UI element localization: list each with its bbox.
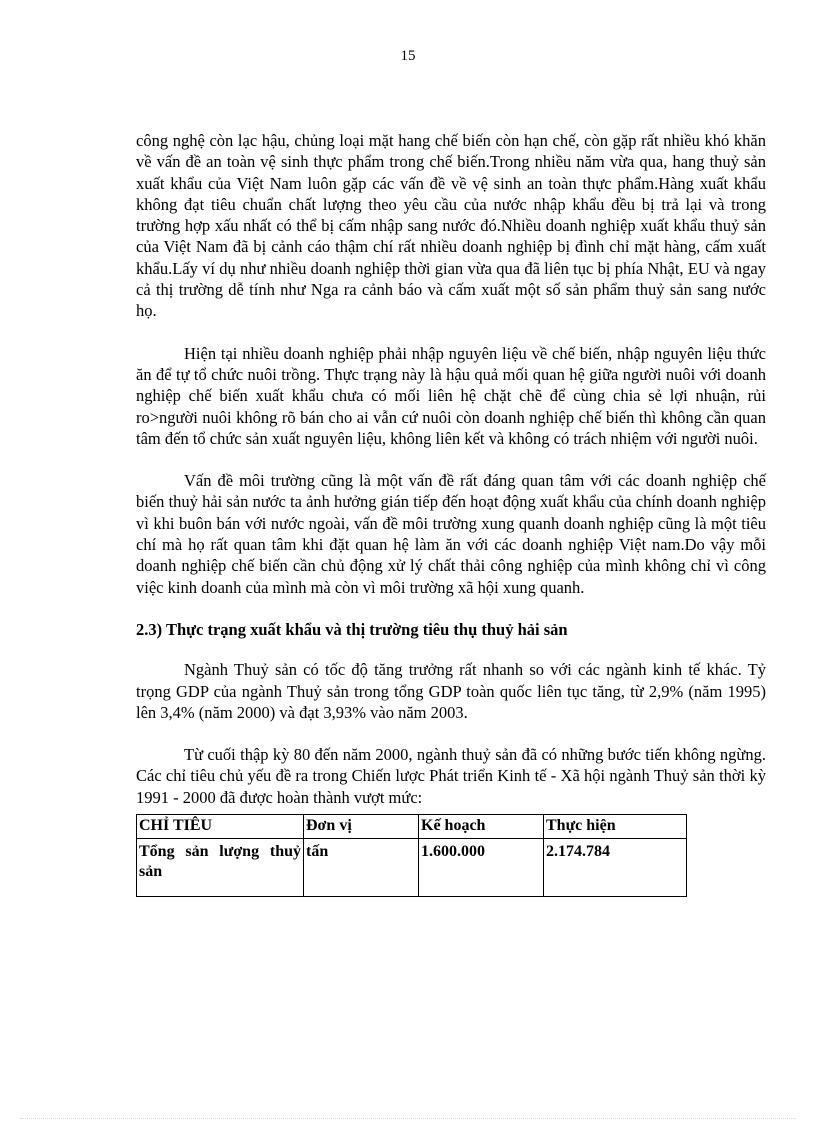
table-cell-actual: 2.174.784 bbox=[544, 839, 687, 897]
paragraph-raw-materials: Hiện tại nhiều doanh nghiệp phải nhập nguyên liệu về chế biến, nhập nguyên liệu thức ăn để tự tổ chức nuôi trồng. Thực trạng này là hậu quả mối quan hệ giữa người nuôi với doanh nghiệp chế biến xuất khẩu chưa có mối liên hệ chặt chẽ để cùng chia sẻ lợi nhuận, rủi ro>người nuôi không rõ bán cho ai vẫn cứ nuôi còn doanh nghiệp chế biến thì không cần quan tâm đến tổ chức sản xuất nguyên liệu, không liên kết và không có trách nhiệm với người nuôi. bbox=[136, 343, 766, 448]
table-header-plan: Kế hoạch bbox=[419, 815, 544, 839]
paragraph-growth: Ngành Thuỷ sản có tốc độ tăng trưởng rất nhanh so với các ngành kinh tế khác. Tỷ trọng GDP của ngành Thuỷ sản trong tổng GDP toàn quốc liên tục tăng, từ 2,9% (năm 1995) lên 3,4% (năm 2000) và đạt 3,93% vào năm 2003. bbox=[136, 660, 766, 722]
table-cell-unit: tấn bbox=[304, 839, 419, 897]
page-bottom-divider bbox=[20, 1118, 796, 1119]
targets-table bbox=[136, 814, 687, 897]
paragraph-environment: Vấn đề môi trường cũng là một vấn đề rất đáng quan tâm với các doanh nghiệp chế biến thuỷ hải sản nước ta ảnh hưởng gián tiếp đến hoạt động xuất khẩu của chính doanh nghiệp vì khi buôn bán với nước ngoài, vấn đề môi trường xung quanh doanh nghiệp cũng là một tiêu chí mà họ rất quan tâm khi đặt quan hệ làm ăn với các doanh nghiệp Việt nam.Do vậy mỗi doanh nghiệp chế biến cần chủ động xử lý chất thải công nghiệp của mình không chỉ vì công việc kinh doanh của mình mà còn vì môi trường xã hội xung quanh. bbox=[136, 471, 766, 597]
table-header-unit: Đơn vị bbox=[304, 815, 419, 839]
table-cell-plan: 1.600.000 bbox=[419, 839, 544, 897]
table-header-indicator: CHỈ TIÊU bbox=[137, 815, 304, 839]
table-header-row bbox=[137, 815, 687, 839]
table-header-actual: Thực hiện bbox=[544, 815, 687, 839]
table-cell-indicator: Tổng sản lượng thuỷ sản bbox=[137, 839, 304, 897]
document-body bbox=[136, 130, 766, 897]
table-row bbox=[137, 839, 687, 897]
paragraph-targets: Từ cuối thập kỳ 80 đến năm 2000, ngành thuỷ sản đã có những bước tiến không ngừng. Các chỉ tiêu chủ yếu đề ra trong Chiến lược Phát triển Kinh tế - Xã hội ngành Thuỷ sản thời kỳ 1991 - 2000 đã được hoàn thành vượt mức: bbox=[136, 745, 766, 807]
section-heading: 2.3) Thực trạng xuất khẩu và thị trường tiêu thụ thuỷ hải sản bbox=[136, 619, 568, 639]
page-number: 15 bbox=[400, 48, 416, 64]
paragraph-continued: công nghệ còn lạc hậu, chủng loại mặt hang chế biến còn hạn chế, còn gặp rất nhiều khó khăn về vấn đề an toàn vệ sinh thực phẩm trong chế biến.Trong nhiều năm vừa qua, hang thuỷ sản xuất khẩu của Việt Nam luôn gặp các vấn đề về vệ sinh an toàn thực phẩm.Hàng xuất khẩu không đạt tiêu chuẩn chất lượng theo yêu cầu của nước nhập khẩu đều bị trả lại và trong trường hợp xấu nhất có thể bị cấm nhập sang nước đó.Nhiều doanh nghiệp xuất khẩu thuỷ sản của Việt Nam đã bị cảnh cáo thậm chí rất nhiều doanh nghiệp bị đình chỉ mặt hàng, cấm xuất khẩu.Lấy ví dụ như nhiều doanh nghiệp thời gian vừa qua đã liên tục bị phía Nhật, EU và ngay cả thị trường dễ tính như Nga ra cảnh báo và cấm xuất một số sản phẩm thuỷ sản sang nước họ. bbox=[136, 131, 766, 321]
